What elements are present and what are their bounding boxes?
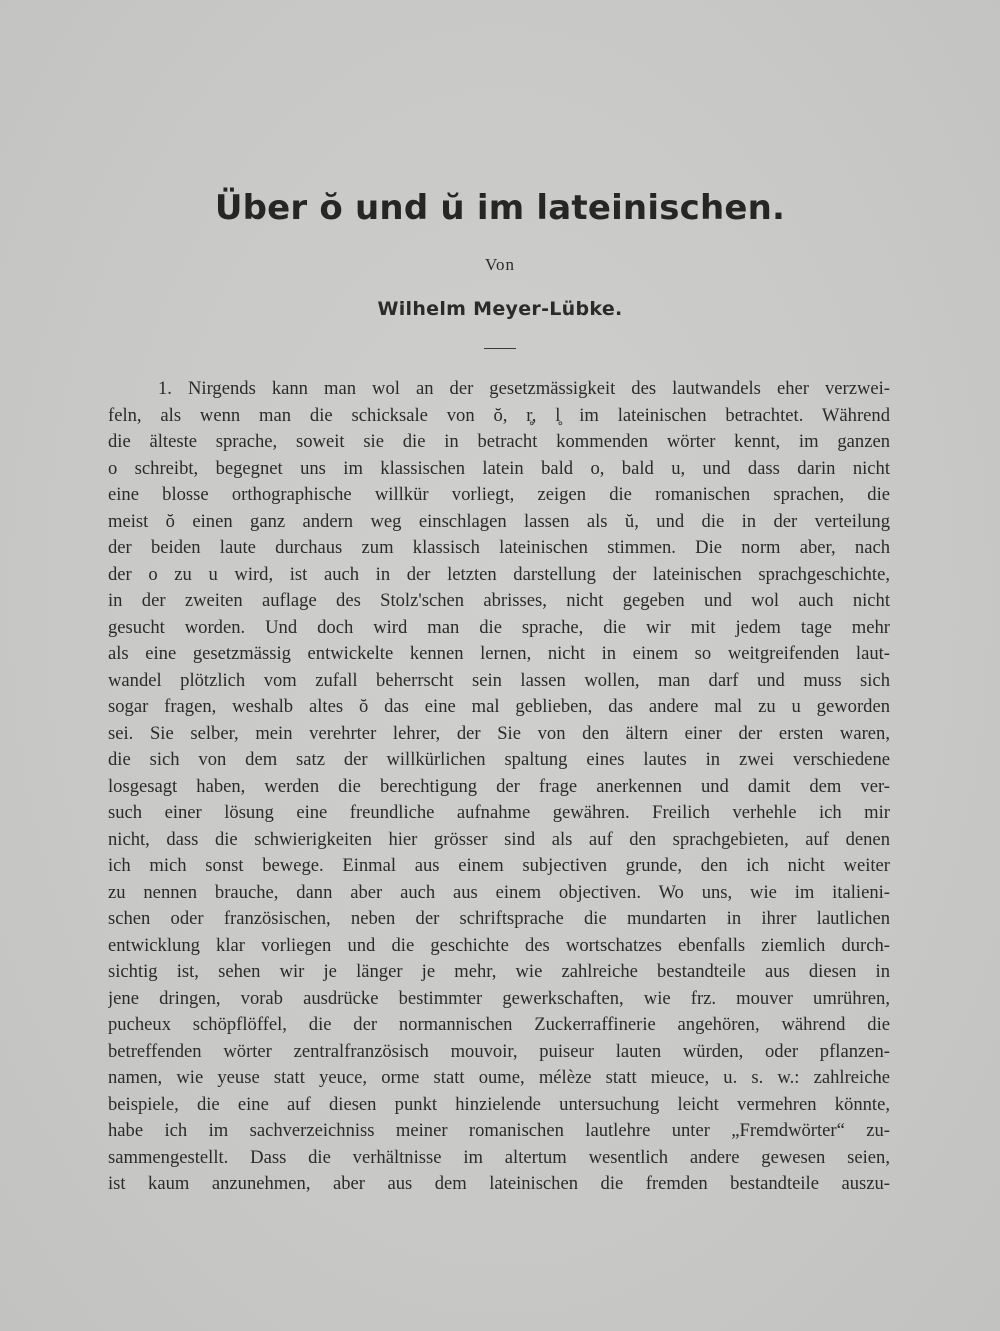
text-line: sichtig ist, sehen wir je länger je mehr, wie zahlreiche bestandteile aus diesen in [108, 961, 890, 982]
text-line: als eine gesetzmässig entwickelte kennen lernen, nicht in einem so weitgreifenden laut- [108, 643, 890, 664]
text-line: namen, wie yeuse statt yeuce, orme statt oume, mélèze statt mieuce, u. s. w.: zahlreiche [108, 1067, 890, 1088]
text-line: gesucht worden. Und doch wird man die sprache, die wir mit jedem tage mehr [108, 616, 890, 638]
text-line: sogar fragen, weshalb altes ŏ das eine mal geblieben, das andere mal zu u geworden [108, 696, 890, 717]
text-line: beispiele, die eine auf diesen punkt hinzielende untersuchung leicht vermehren könnte, [108, 1093, 890, 1115]
text-line: feln, als wenn man die schicksale von ŏ, r̥, l̥ im lateinischen betrachtet. Während [108, 404, 890, 426]
text-line: die älteste sprache, soweit sie die in betracht kommenden wörter kennt, im ganzen [108, 431, 890, 452]
text-line: zu nennen brauche, dann aber auch aus einem objectiven. Wo uns, wie im italieni- [108, 881, 890, 903]
text-line: 1. Nirgends kann man wol an der gesetzmässigkeit des lautwandels eher verzwei- [158, 378, 890, 399]
text-line: wandel plötzlich vom zufall beherrscht sein lassen wollen, man darf und muss sich [108, 669, 890, 691]
text-line: nicht, dass die schwierigkeiten hier grösser sind als auf den sprachgebieten, auf denen [108, 828, 890, 850]
author-name: Wilhelm Meyer-Lübke. [377, 298, 623, 320]
byline-von: Von [484, 255, 516, 274]
text-line: sammengestellt. Dass die verhältnisse im altertum wesentlich andere gewesen seien, [108, 1146, 890, 1168]
text-line: losgesagt haben, werden die berechtigung der frage anerkennen und damit dem ver- [108, 775, 890, 797]
text-line: betreffenden wörter zentralfranzösisch mouvoir, puiseur lauten würden, oder pflanzen- [108, 1040, 890, 1062]
text-line: entwicklung klar vorliegen und die geschichte des wortschatzes ebenfalls ziemlich durch- [108, 934, 890, 956]
text-line: schen oder französischen, neben der schriftsprache die mundarten in ihrer lautlichen [108, 908, 890, 929]
text-line: die sich von dem satz der willkürlichen spaltung eines lautes in zwei verschiedene [108, 749, 890, 770]
text-line: der beiden laute durchaus zum klassisch lateinischen stimmen. Die norm aber, nach [108, 537, 890, 558]
text-line: jene dringen, vorab ausdrücke bestimmter gewerkschaften, wie frz. mouver umrühren, [108, 987, 890, 1009]
text-line: pucheux schöpflöffel, die der normannischen Zuckerraffinerie angehören, während die [108, 1014, 890, 1035]
article-body [108, 376, 890, 1198]
text-line: in der zweiten auflage des Stolz'schen abrisses, nicht gegeben und wol auch nicht [108, 590, 890, 611]
text-line: eine blosse orthographische willkür vorliegt, zeigen die romanischen sprachen, die [108, 484, 890, 505]
text-line: sei. Sie selber, mein verehrter lehrer, der Sie von den ältern einer der ersten waren, [108, 722, 890, 744]
text-line: ich mich sonst bewege. Einmal aus einem subjectiven grunde, den ich nicht weiter [108, 855, 890, 876]
text-line: ist kaum anzunehmen, aber aus dem lateinischen die fremden bestandteile auszu- [108, 1173, 890, 1194]
text-line: meist ŏ einen ganz andern weg einschlagen lassen als ŭ, und die in der verteilung [108, 510, 890, 532]
article-title: Über ŏ und ŭ im lateinischen. [214, 188, 786, 228]
text-line: habe ich im sachverzeichniss meiner romanischen lautlehre unter „Fremdwörter“ zu- [108, 1120, 890, 1141]
text-line: der o zu u wird, ist auch in der letzten darstellung der lateinischen sprachgeschichte, [108, 563, 890, 585]
title-divider [484, 348, 516, 349]
text-line: such einer lösung eine freundliche aufnahme gewähren. Freilich verhehle ich mir [108, 802, 890, 823]
text-line: o schreibt, begegnet uns im klassischen latein bald o, bald u, und dass darin nicht [108, 457, 890, 479]
